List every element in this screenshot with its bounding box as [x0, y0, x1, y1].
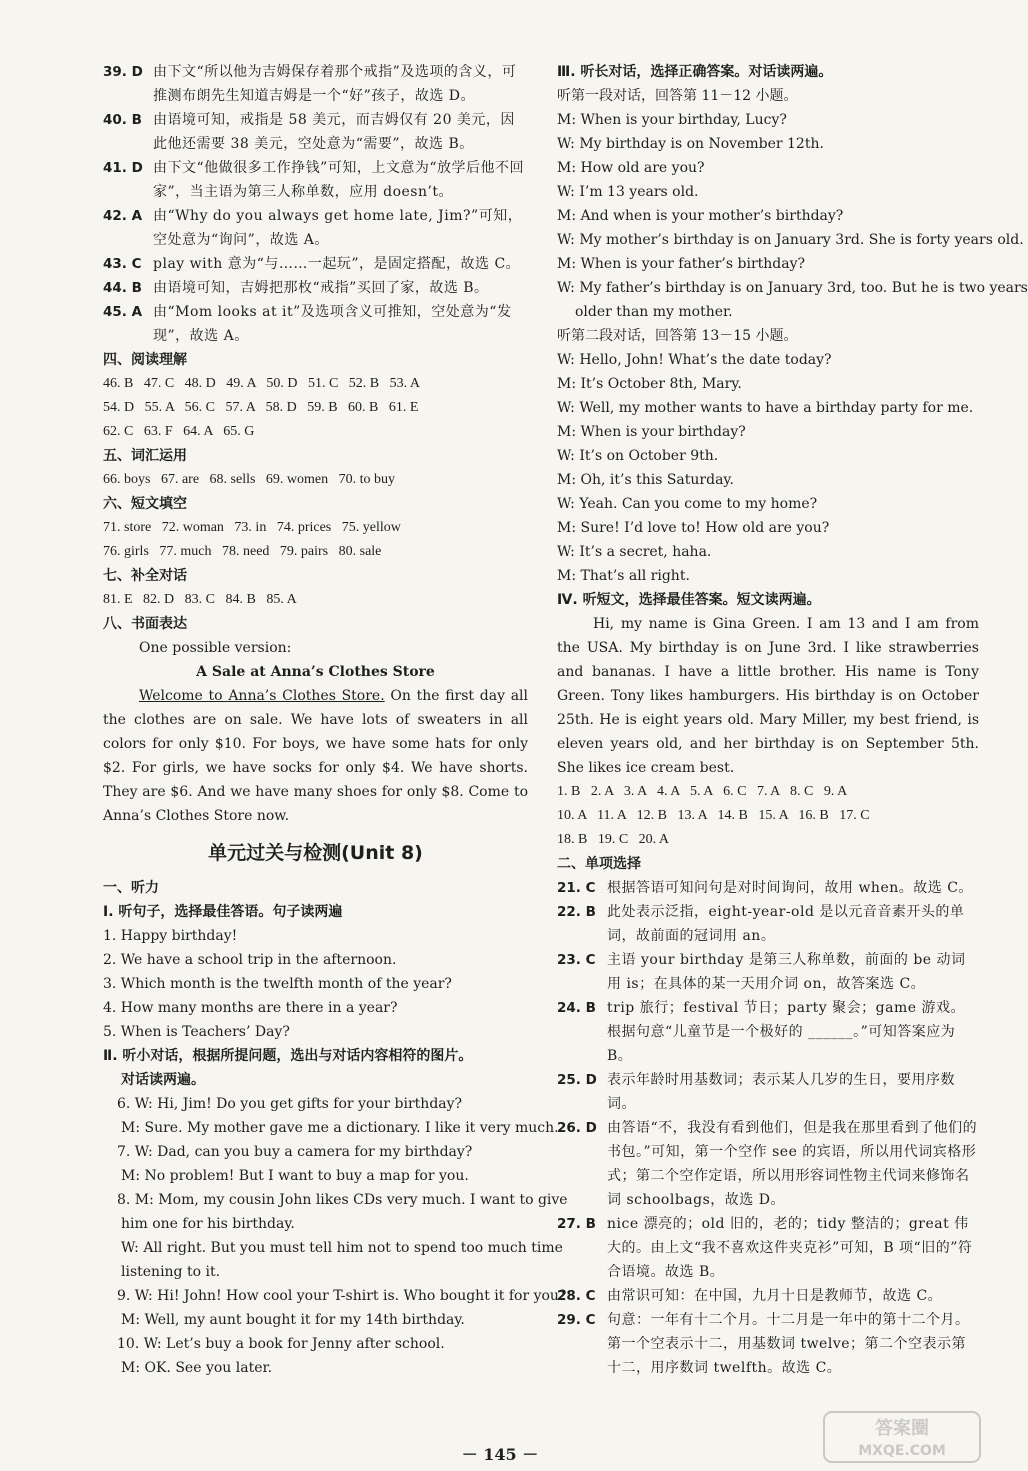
dialogue-line: 听第一段对话，回答第 11－12 小题。	[557, 88, 798, 104]
answer-line: 76. girls 77. much 78. need 79. pairs 80. sale	[103, 544, 382, 559]
dialogue-line: 9. W: Hi! John! How cool your T-shirt is. Who bought it for you?	[117, 1288, 567, 1304]
part3-dialogues	[557, 84, 1028, 588]
answer-item	[557, 876, 979, 900]
answer-explanation: nice 漂亮的；old 旧的，老的；tidy 整洁的；great 伟大的。由上文“我不喜欢这件夹克衫”可知，B 项“旧的”符合语境。故选 B。	[607, 1216, 973, 1280]
answer-explanation: 由常识可知：在中国，九月十日是教师节，故选 C。	[607, 1288, 943, 1304]
answer-explanation: 由“Mom looks at it”及选项含义可推知，空处意为“发现”，故选 A。	[153, 304, 512, 344]
answer-number: 39. D	[103, 64, 143, 80]
answer-item	[557, 1284, 979, 1308]
answer-item	[103, 276, 528, 300]
answer-explanations-right	[557, 876, 979, 1380]
answer-explanation: 根据答语可知问句是对时间询问，故用 when。故选 C。	[607, 880, 973, 896]
dialogue-line: M: How old are you?	[557, 160, 705, 176]
dialogue-line: M: When is your father’s birthday?	[557, 256, 806, 272]
answer-item	[103, 252, 528, 276]
vocabulary-answers	[103, 468, 528, 492]
answer-number: 22. B	[557, 904, 596, 920]
answer-explanation: 由“Why do you always get home late, Jim?”可知，空处意为“询问”，故选 A。	[153, 208, 523, 248]
essay-underlined-sentence: Welcome to Anna’s Clothes Store.	[139, 688, 385, 704]
answer-number: 44. B	[103, 280, 142, 296]
sentence-line: 5. When is Teachers’ Day?	[103, 1024, 290, 1040]
dialogue-line: W: My birthday is on November 12th.	[557, 136, 824, 152]
answer-number: 29. C	[557, 1312, 596, 1328]
sentence-line: 2. We have a school trip in the afternoon.	[103, 952, 397, 968]
dialogue-line: 8. M: Mom, my cousin John likes CDs very much. I want to give	[117, 1192, 568, 1208]
svg-text:答案圈: 答案圈	[875, 1418, 929, 1439]
answer-explanation: play with 意为“与……一起玩”，是固定搭配，故选 C。	[153, 256, 521, 272]
section-writing-title: 八、书面表达	[103, 616, 187, 632]
answer-explanation: 由下文“所以他为吉姆保存着那个戒指”及选项的含义，可推测布朗先生知道吉姆是一个“好”孩子，故选 D。	[153, 64, 517, 104]
answer-number: 45. A	[103, 304, 143, 320]
dialogue-line: him one for his birthday.	[121, 1216, 295, 1232]
part2-title-cont: 对话读两遍。	[121, 1072, 205, 1088]
answer-number: 21. C	[557, 880, 596, 896]
sentence-line: 4. How many months are there in a year?	[103, 1000, 398, 1016]
answer-explanation: 由下文“他做很多工作挣钱”可知，上文意为“放学后他不回家”，当主语为第三人称单数，应用 doesn’t。	[153, 160, 524, 200]
dialogue-line: 6. W: Hi, Jim! Do you get gifts for your birthday?	[117, 1096, 463, 1112]
dialogue-line: M: No problem! But I want to buy a map for you.	[121, 1168, 469, 1184]
part2-dialogues	[103, 1092, 568, 1380]
answer-item	[103, 108, 528, 156]
answer-explanation: trip 旅行；festival 节日；party 聚会；game 游戏。根据句意“儿童节是一个极好的 ______。”可知答案应为 B。	[607, 1000, 965, 1064]
essay-body-text: On the first day all the clothes are on sale. We have lots of sweaters in all colors for only $10. For boys, we have some hats for only $2. For girls, we have socks for only $4. We have shorts. They are $6. And we have many shoes for only $8. Come to Anna’s Clothes Store now.	[103, 688, 528, 824]
answer-number: 41. D	[103, 160, 143, 176]
dialogue-line: W: Hello, John! What’s the date today?	[557, 352, 832, 368]
dialogue-line: M: It’s October 8th, Mary.	[557, 376, 742, 392]
answer-number: 42. A	[103, 208, 143, 224]
answer-line: 1. B 2. A 3. A 4. A 5. A 6. C 7. A 8. C 9. A	[557, 784, 848, 799]
dialogue-line: M: When is your birthday, Lucy?	[557, 112, 787, 128]
left-column	[103, 60, 568, 1380]
dialogue-line: 7. W: Dad, can you buy a camera for my birthday?	[117, 1144, 473, 1160]
answer-explanation: 表示年龄时用基数词；表示某人几岁的生日，要用序数词。	[607, 1072, 955, 1112]
reading-answers	[103, 372, 528, 444]
answer-line: 54. D 55. A 56. C 57. A 58. D 59. B 60. B 61. E	[103, 400, 419, 415]
part4-title: Ⅳ. 听短文，选择最佳答案。短文读两遍。	[557, 592, 821, 608]
answer-item	[557, 948, 979, 996]
dialogue-line: M: Sure. My mother gave me a dictionary. I like it very much.	[121, 1120, 559, 1136]
dialogue-line: M: That’s all right.	[557, 568, 690, 584]
answer-item	[103, 60, 528, 108]
section-reading-title: 四、阅读理解	[103, 352, 187, 368]
answer-line: 46. B 47. C 48. D 49. A 50. D 51. C 52. B 53. A	[103, 376, 420, 391]
section-single-choice-title: 二、单项选择	[557, 856, 641, 872]
answer-item	[557, 900, 979, 948]
answer-item	[103, 204, 528, 252]
dialogue-answers	[103, 588, 528, 612]
answer-item	[557, 1116, 979, 1212]
answer-explanation: 此处表示泛指，eight-year-old 是以元音音素开头的单词，故前面的冠词用 an。	[607, 904, 965, 944]
answer-item	[557, 996, 979, 1068]
page-number: － 145 －	[461, 1445, 539, 1464]
dialogue-line: M: OK. See you later.	[121, 1360, 273, 1376]
answer-line: 81. E 82. D 83. C 84. B 85. A	[103, 592, 297, 607]
answer-number: 25. D	[557, 1072, 597, 1088]
dialogue-line: W: Yeah. Can you come to my home?	[557, 496, 818, 512]
dialogue-line: W: I’m 13 years old.	[557, 184, 699, 200]
right-column	[557, 60, 1028, 1380]
dialogue-line: W: Well, my mother wants to have a birthday party for me.	[557, 400, 974, 416]
dialogue-line: M: Oh, it’s this Saturday.	[557, 472, 734, 488]
dialogue-line: 听第二段对话，回答第 13－15 小题。	[557, 328, 798, 344]
answer-explanation: 由语境可知，戒指是 58 美元，而吉姆仅有 20 美元，因此他还需要 38 美元，空处意为“需要”，故选 B。	[153, 112, 515, 152]
dialogue-line: M: When is your birthday?	[557, 424, 746, 440]
dialogue-line: M: And when is your mother’s birthday?	[557, 208, 844, 224]
section-cloze-title: 六、短文填空	[103, 496, 187, 512]
answer-explanation: 主语 your birthday 是第三人称单数，前面的 be 动词用 is；在具体的某一天用介词 on，故答案选 C。	[607, 952, 966, 992]
svg-text:MXQE.COM: MXQE.COM	[858, 1443, 946, 1459]
answer-number: 40. B	[103, 112, 142, 128]
dialogue-line: M: Sure! I’d love to! How old are you?	[557, 520, 830, 536]
answer-number: 28. C	[557, 1288, 596, 1304]
answer-item	[557, 1068, 979, 1116]
listening-answers	[557, 780, 979, 852]
section-vocabulary-title: 五、词汇运用	[103, 448, 187, 464]
answer-line: 10. A 11. A 12. B 13. A 14. B 15. A 16. B 17. C	[557, 808, 870, 823]
answer-line: 62. C 63. F 64. A 65. G	[103, 424, 255, 439]
answer-explanation: 由答语“不，我没有看到他们，但是我在那里看到了他们的书包。”可知，第一个空作 see 的宾语，所以用代词宾格形式；第二个空作定语，所以用形容词性物主代词来修饰名词 schoolbags，故选 D。	[607, 1120, 978, 1208]
answer-number: 26. D	[557, 1120, 597, 1136]
answer-number: 24. B	[557, 1000, 596, 1016]
answer-item	[557, 1308, 979, 1380]
answer-explanations-top	[103, 60, 528, 348]
answer-explanation: 由语境可知，吉姆把那枚“戒指”买回了家，故选 B。	[153, 280, 489, 296]
dialogue-line: W: It’s a secret, haha.	[557, 544, 712, 560]
dialogue-line: older than my mother.	[575, 304, 733, 320]
part4-passage: Hi, my name is Gina Green. I am 13 and I am from the USA. My birthday is on June 3rd. I like strawberries and bananas. I have a little brother. His name is Tony Green. Tony likes hamburgers. His birthday is on October 25th. He is eight years old. Mary Miller, my best friend, is eleven years old, and her birthday is on September 5th. She likes ice cream best.	[557, 616, 979, 776]
part1-sentences	[103, 924, 528, 1044]
answer-number: 27. B	[557, 1216, 596, 1232]
listening-title: 一、听力	[103, 880, 159, 896]
unit-heading: 单元过关与检测(Unit 8)	[208, 842, 423, 864]
dialogue-line: 10. W: Let’s buy a book for Jenny after school.	[117, 1336, 445, 1352]
sentence-line: 3. Which month is the twelfth month of the year?	[103, 976, 452, 992]
answer-item	[103, 156, 528, 204]
part2-title: Ⅱ. 听小对话，根据所提问题，选出与对话内容相符的图片。	[103, 1048, 473, 1064]
dialogue-line: W: My father’s birthday is on January 3rd, too. But he is two years	[557, 280, 1028, 296]
answer-item	[557, 1212, 979, 1284]
dialogue-line: W: My mother’s birthday is on January 3rd. She is forty years old.	[557, 232, 1024, 248]
answer-line: 71. store 72. woman 73. in 74. prices 75. yellow	[103, 520, 401, 535]
part3-title: Ⅲ. 听长对话，选择正确答案。对话读两遍。	[557, 64, 833, 80]
watermark-logo	[822, 1408, 982, 1466]
cloze-answers	[103, 516, 528, 564]
sentence-line: 1. Happy birthday!	[103, 928, 238, 944]
answer-line: 66. boys 67. are 68. sells 69. women 70. to buy	[103, 472, 396, 487]
dialogue-line: listening to it.	[121, 1264, 221, 1280]
essay-intro: One possible version:	[139, 640, 292, 656]
part1-title: Ⅰ. 听句子，选择最佳答语。句子读两遍	[103, 904, 343, 920]
dialogue-line: M: Well, my aunt bought it for my 14th birthday.	[121, 1312, 465, 1328]
essay-body	[103, 684, 528, 828]
dialogue-line: W: All right. But you must tell him not to spend too much time	[121, 1240, 563, 1256]
section-dialogue-title: 七、补全对话	[103, 568, 187, 584]
answer-line: 18. B 19. C 20. A	[557, 832, 670, 847]
answer-number: 43. C	[103, 256, 142, 272]
dialogue-line: W: It’s on October 9th.	[557, 448, 719, 464]
answer-number: 23. C	[557, 952, 596, 968]
essay-title: A Sale at Anna’s Clothes Store	[196, 664, 435, 680]
answer-item	[103, 300, 528, 348]
answer-explanation: 句意：一年有十二个月。十二月是一年中的第十二个月。第一个空表示十二，用基数词 twelve；第二个空表示第十二，用序数词 twelfth。故选 C。	[607, 1312, 970, 1376]
